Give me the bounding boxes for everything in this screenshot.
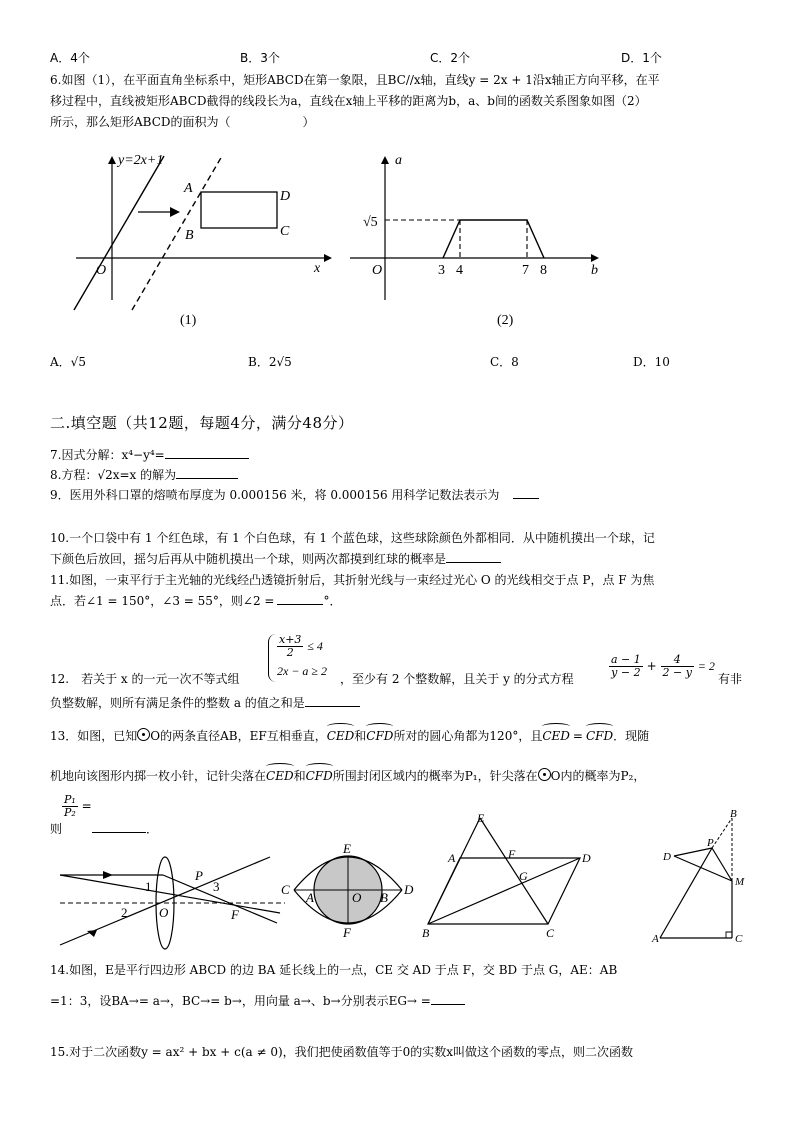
tri-label-m: M bbox=[735, 876, 745, 888]
q6-line3: 所示，那么矩形ABCD的面积为（ ） bbox=[50, 115, 315, 129]
q5-option-b: B．3个 bbox=[240, 51, 280, 65]
q12-eq-rhs: = 2 bbox=[697, 659, 715, 673]
q13-l1d: = bbox=[572, 729, 583, 743]
q13-l2b: 所围封闭区域内的概率为P₁，针尖落在 bbox=[332, 769, 538, 783]
para-label-b: B bbox=[422, 926, 430, 940]
para-label-a: A bbox=[448, 851, 456, 865]
q7 bbox=[50, 446, 249, 464]
circle-label-a: A bbox=[306, 890, 314, 905]
q11-line1: 11.如图，一束平行于主光轴的光线经凸透镜折射后，其折射光线与一束经过光心 O 的光线相交于点 P，点 F 为焦 bbox=[50, 573, 655, 587]
triangle-figure bbox=[650, 808, 760, 948]
q9 bbox=[50, 486, 539, 504]
circle-label-o: O bbox=[352, 890, 362, 905]
q10-line2 bbox=[50, 550, 501, 568]
q11-line2 bbox=[50, 592, 342, 610]
q12-eq-num1: a − 1 bbox=[611, 653, 641, 666]
q6-option-b: B．2√5 bbox=[248, 355, 292, 369]
circle-label-b: B bbox=[380, 890, 388, 905]
q12-sys1-den: 2 bbox=[286, 646, 294, 659]
q12-prefix: 12. 若关于 x 的一元一次不等式组 bbox=[50, 672, 240, 686]
section2-title: 二.填空题（共12题，每题4分，满分48分） bbox=[50, 414, 354, 432]
fig1-line-label: y=2x+1 bbox=[118, 153, 164, 168]
q13-line1 bbox=[50, 727, 649, 745]
q7-text: 7.因式分解：x⁴−y⁴= bbox=[50, 448, 165, 462]
q13-answer-blank[interactable] bbox=[92, 820, 146, 833]
tri-label-a: A bbox=[652, 933, 659, 945]
q13-l1a: 13．如图，已知 bbox=[50, 729, 138, 743]
fig2-label-b: b bbox=[591, 263, 598, 278]
q13-arc-cfd: CFD bbox=[366, 729, 394, 743]
fig1-label-o: O bbox=[96, 263, 107, 278]
fig1-label-b: B bbox=[185, 228, 194, 243]
q12-equation bbox=[609, 654, 715, 679]
q11-answer-blank[interactable] bbox=[277, 592, 323, 605]
q13-l1e: ．现随 bbox=[613, 729, 650, 743]
para-label-e: E bbox=[477, 811, 485, 825]
fig2-label-a: a bbox=[395, 153, 402, 168]
q12-middle: ，至少有 2 个整数解，且关于 y 的分式方程 bbox=[340, 672, 574, 686]
fig1-label-d: D bbox=[280, 189, 291, 204]
q5-option-d: D．1个 bbox=[621, 51, 662, 65]
q11-line2-end: °． bbox=[323, 594, 342, 608]
q13-l2c: O内的概率为P₂， bbox=[550, 769, 646, 783]
q5-option-a: A．4个 bbox=[50, 51, 90, 65]
q6-line1: 6.如图（1），在平面直角坐标系中，矩形ABCD在第一象限，且BC//x轴，直线y = 2x + 1沿x轴正方向平移，在平 bbox=[50, 73, 660, 87]
fig1-label-a: A bbox=[184, 181, 193, 196]
tri-label-c: C bbox=[735, 933, 743, 945]
q6-option-a: A．√5 bbox=[50, 355, 86, 369]
lens-label-2: 2 bbox=[121, 905, 128, 920]
q6-figure-2 bbox=[345, 140, 615, 340]
q12-eq-den1: y − 2 bbox=[611, 666, 641, 679]
lens-label-3: 3 bbox=[213, 879, 220, 894]
q11-line2-text: 点．若∠1 = 150°，∠3 = 55°，则∠2 = bbox=[50, 594, 275, 608]
q5-option-c: C．2个 bbox=[430, 51, 471, 65]
circle-symbol-icon bbox=[137, 728, 150, 741]
q14-line2 bbox=[50, 992, 465, 1010]
q12-system-row1 bbox=[277, 634, 323, 659]
lens-label-p: P bbox=[195, 868, 203, 883]
q6-figure-1 bbox=[60, 140, 350, 340]
para-label-c: C bbox=[546, 926, 555, 940]
fig1-caption: (1) bbox=[180, 313, 197, 328]
para-label-g: G bbox=[519, 869, 528, 883]
lens-label-1: 1 bbox=[145, 879, 152, 894]
q13-then: 则 bbox=[50, 822, 63, 836]
q13-ratio-num: P₁ bbox=[64, 793, 76, 806]
q13-ratio bbox=[50, 794, 92, 819]
q14-answer-blank[interactable] bbox=[431, 992, 465, 1005]
para-label-f: F bbox=[508, 847, 516, 861]
q8-answer-blank[interactable] bbox=[176, 466, 238, 479]
q12-sys1-rhs: ≤ 4 bbox=[307, 639, 323, 653]
q13-arc-cfd-3: CFD bbox=[305, 769, 333, 783]
fig2-label-sqrt5: √5 bbox=[363, 215, 378, 230]
q13-l2a: 机地向该图形内掷一枚小针，记针尖落在 bbox=[50, 769, 267, 783]
q12-eq-den2: 2 − y bbox=[662, 666, 692, 679]
q6-option-c: C．8 bbox=[490, 355, 519, 369]
q12-line2-text: 负整数解，则所有满足条件的整数 a 的值之和是 bbox=[50, 696, 305, 710]
q13-line2 bbox=[50, 767, 645, 785]
q12-sys2: 2x − a ≥ 2 bbox=[277, 664, 328, 678]
fig2-tick-8: 8 bbox=[540, 263, 547, 278]
q13-l1c: 所对的圆心角都为120°，且 bbox=[393, 729, 543, 743]
q6-option-d: D．10 bbox=[633, 355, 670, 369]
q12-eq-plus: + bbox=[646, 659, 657, 673]
q12-sys1-num: x+3 bbox=[279, 633, 302, 646]
q14-line2-text: =1：3，设BA→= a→，BC→= b→，用向量 a→、b→分别表示EG→ = bbox=[50, 994, 431, 1008]
q13-and: 和 bbox=[354, 729, 367, 743]
circle-label-c: C bbox=[281, 882, 290, 897]
lens-label-f: F bbox=[231, 907, 239, 922]
lens-figure bbox=[55, 845, 295, 955]
circle-label-d: D bbox=[404, 882, 414, 897]
tri-label-b: B bbox=[730, 808, 737, 820]
q13-ratio-eq: = bbox=[81, 799, 92, 813]
circle-figure bbox=[278, 840, 418, 940]
q14-line1: 14.如图，E是平行四边形 ABCD 的边 BA 延长线上的一点，CE 交 AD 于点 F，交 BD 于点 G，AE：AB bbox=[50, 963, 618, 977]
fig1-label-c: C bbox=[280, 224, 290, 239]
q13-arc-ced: CED bbox=[326, 729, 355, 743]
fig2-caption: (2) bbox=[497, 313, 514, 328]
q9-text: 9．医用外科口罩的熔喷布厚度为 0.000156 米，将 0.000156 用科学记数法表示为 bbox=[50, 488, 500, 502]
circle-label-e: E bbox=[343, 841, 351, 856]
q13-arc-cfd-2: CFD bbox=[585, 729, 614, 743]
q8-text: 8.方程：√2x=x 的解为 bbox=[50, 468, 177, 482]
fig2-tick-4: 4 bbox=[456, 263, 463, 278]
q13-l1b: O的两条直径AB，EF互相垂直， bbox=[150, 729, 327, 743]
lens-label-o: O bbox=[159, 905, 169, 920]
circle-label-f: F bbox=[343, 925, 351, 940]
fig2-tick-3: 3 bbox=[438, 263, 445, 278]
fig1-label-x: x bbox=[314, 261, 321, 276]
q8 bbox=[50, 466, 238, 484]
q10-line1: 10.一个口袋中有 1 个红色球，有 1 个白色球，有 1 个蓝色球，这些球除颜色外都相同．从中随机摸出一个球，记 bbox=[50, 531, 655, 545]
q13-and-2: 和 bbox=[293, 769, 306, 783]
q12-answer-blank[interactable] bbox=[305, 694, 360, 707]
q9-answer-blank[interactable] bbox=[513, 486, 539, 499]
circle-symbol-icon bbox=[538, 768, 551, 781]
q13-arc-ced-3: CED bbox=[266, 769, 294, 783]
q12-eq-num2: 4 bbox=[661, 654, 694, 667]
q15-text: 15.对于二次函数y = ax² + bx + c(a ≠ 0)，我们把使函数值等于0的实数x叫做这个函数的零点，则二次函数 bbox=[50, 1045, 634, 1059]
q13-arc-ced-2: CED bbox=[542, 729, 570, 743]
q13-ratio-den: P₂ bbox=[64, 806, 76, 819]
tri-label-p: P bbox=[707, 837, 714, 849]
q10-answer-blank[interactable] bbox=[446, 550, 501, 563]
para-label-d: D bbox=[582, 851, 591, 865]
q13-line3 bbox=[50, 820, 158, 838]
q12-suffix: 有非 bbox=[718, 672, 743, 686]
fig2-label-o: O bbox=[372, 263, 383, 278]
q10-line2-text: 下颜色后放回，摇匀后再从中随机摸出一个球，则两次都摸到红球的概率是 bbox=[50, 552, 447, 566]
q12-line2 bbox=[50, 694, 360, 712]
fig2-tick-7: 7 bbox=[522, 263, 529, 278]
q6-line2: 移过程中，直线被矩形ABCD截得的线段长为a，直线在x轴上平移的距离为b，a、b间的函数关系图象如图（2） bbox=[50, 94, 647, 108]
tri-label-d: D bbox=[663, 851, 671, 863]
q13-end: ． bbox=[146, 822, 159, 836]
q7-answer-blank[interactable] bbox=[165, 446, 249, 459]
parallelogram-figure bbox=[420, 810, 600, 940]
q12-system bbox=[268, 634, 349, 682]
